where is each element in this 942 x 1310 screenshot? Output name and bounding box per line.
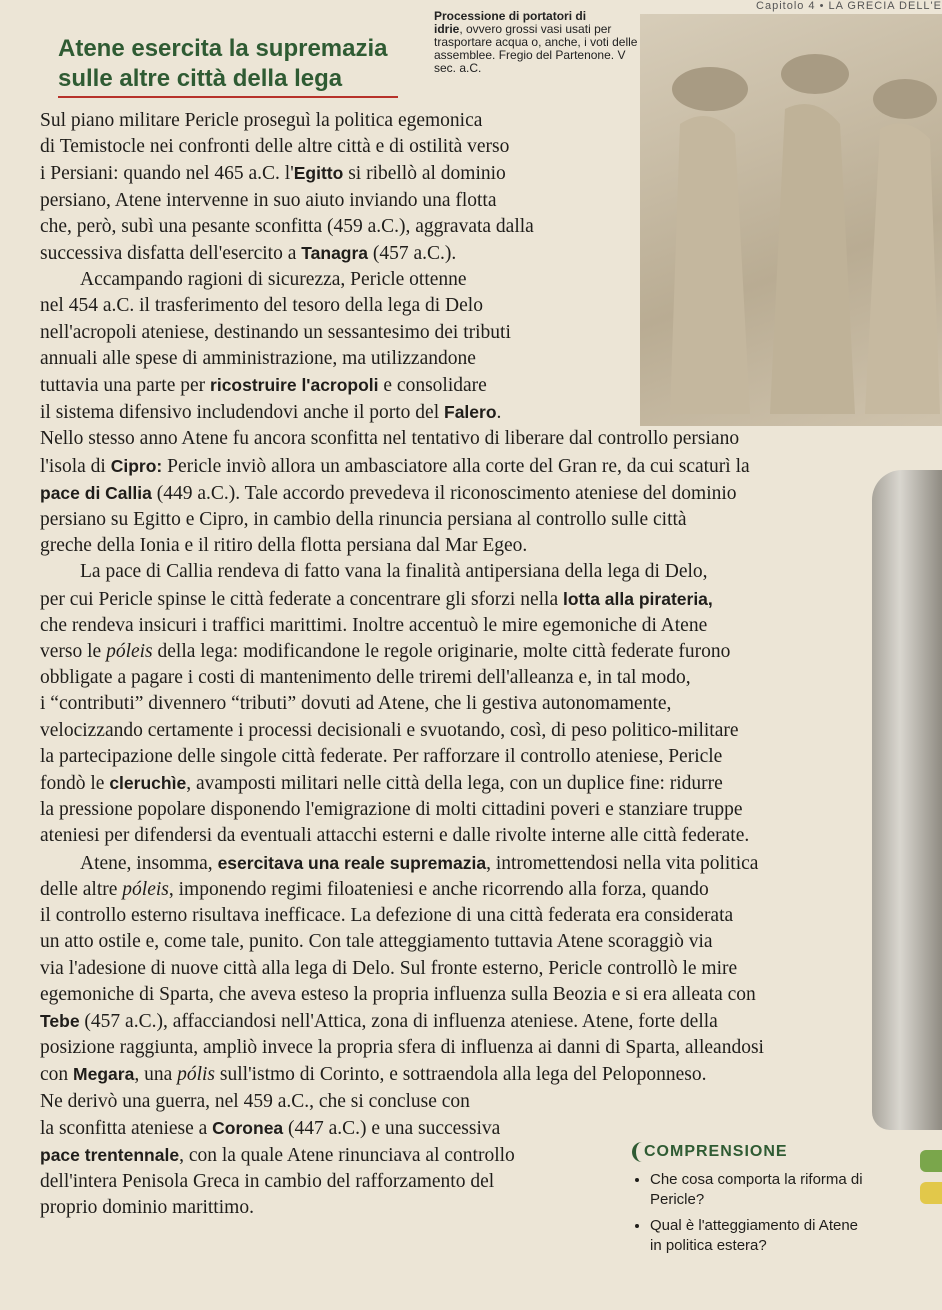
title-underline <box>58 96 398 98</box>
comprehension-question-1: • Che cosa comporta la riforma di Pericle? <box>650 1170 872 1210</box>
comprehension-question-2: • Qual è l'atteggiamento di Atene in politica estera? <box>650 1216 872 1256</box>
chapter-label: Capitolo 4 • LA GRECIA DELL'E <box>756 0 942 12</box>
paragraph-2: Accampando ragioni di sicurezza, Pericle ottenne nel 454 a.C. il trasferimento del tesoro della lega di Delo nell'acropoli ateniese, destinando un sessantesimo dei tributi annuali alle spese di amministrazione, ma utilizzandone tuttavia una parte per ricostruire l'acropoli e consolidare il sistema difensivo includendovi anche il porto del Falero. <box>40 269 511 424</box>
section-title <box>58 34 428 94</box>
paragraph-3: Nello stesso anno Atene fu ancora sconfitta nel tentativo di liberare dal controllo persiano l'isola di Cipro: Pericle inviò allora un ambasciatore alla corte del Gran re, da cui scaturì la pace di Callia (449 a.C.). Tale accordo prevedeva il riconoscimento ateniese del dominio persiano su Egitto e Cipro, in cambio della rinuncia persiana al controllo sulle città greche della Ionia e il ritiro della flotta persiana dal Mar Egeo. <box>40 428 750 557</box>
caption-text: , ovvero grossi vasi usati per trasportare acqua o, anche, i voti delle assemblee. Fregio del Partenone. V sec. a.C. <box>434 22 638 75</box>
side-tab-yellow <box>920 1182 942 1204</box>
side-tab-green <box>920 1150 942 1172</box>
paragraph-4: La pace di Callia rendeva di fatto vana la finalità antipersiana della lega di Delo, per cui Pericle spinse le città federate a concentrare gli sforzi nella lotta alla pirateria, che rendeva insicuri i traffici marittimi. Inoltre accentuò le mire egemoniche di Atene verso le póleis della lega: modificandone le regole originarie, molte città federate furono obbligate a pagare i costi di mantenimento delle triremi dell'alleanza e, in tal modo, i “contributi” divennero “tributi” dovuti ad Atene, che li gestiva autonomamente, velocizzando certamente i processi decisionali e svuotando, così, di peso politico-militare la partecipazione delle singole città federate. Per rafforzare il controllo ateniese, Pericle fondò le cleruchìe, avamposti militari nelle città della lega, con un duplice fine: ridurre la pressione popolare disponendo l'emigrazione di molti cittadini poveri e stanziare truppe ateniesi per difendersi da eventuali attacchi esterni e dalle rivolte interne alle città federate. <box>40 561 750 847</box>
section-title-line-1: Atene esercita la supremazia <box>58 35 388 62</box>
paragraph-5: Atene, insomma, esercitava una reale supremazia, intromettendosi nella vita politica delle altre póleis, imponendo regimi filoateniesi e anche ricorrendo alla forza, quando il controllo esterno risultava inefficace. La defezione di una città federata era considerata un atto ostile e, come tale, punito. Con tale atteggiamento tuttavia Atene scoraggiò via via l'adesione di nuove città alla lega di Delo. Sul fronte esterno, Pericle controllò le mire egemoniche di Sparta, che aveva esteso la propria influenza sulla Beozia e si era alleata con Tebe (457 a.C.), affacciandosi nell'Attica, zona di influenza ateniese. Atene, forte della posizione raggiunta, ampliò invece la propria sfera di influenza ai danni di Sparta, alleandosi con Megara, una pólis sull'istmo di Corinto, e sottraendola alla lega del Peloponneso. <box>40 852 764 1086</box>
paragraph-6: Ne derivò una guerra, nel 459 a.C., che si concluse con la sconfitta ateniese a Coronea (447 a.C.) e una successiva pace trentennale, con la quale Atene rinunciava al controllo dell'intera Penisola Greca in cambio del rafforzamento del proprio dominio marittimo. <box>40 1090 515 1219</box>
image-caption <box>434 10 639 75</box>
chapter-header <box>640 0 942 15</box>
parthenon-frieze-image <box>640 14 942 426</box>
paragraph-1: Sul piano militare Pericle proseguì la politica egemonica di Temistocle nei confronti delle altre città e di ostilità verso i Persiani: quando nel 465 a.C. l'Egitto si ribellò al dominio persiano, Atene intervenne in suo aiuto inviando una flotta che, però, subì una pesante sconfitta (459 a.C.), aggravata dalla successiva disfatta dell'esercito a Tanagra (457 a.C.). <box>40 110 534 265</box>
greek-statue-image <box>872 470 942 1130</box>
comprehension-box <box>632 1142 872 1262</box>
comprehension-title: COMPRENSIONE <box>632 1142 872 1162</box>
section-title-line-2: sulle altre città della lega <box>58 65 343 92</box>
caption-heading: Processione di portatori di <box>434 9 587 23</box>
caption-bold-term: idrie <box>434 22 460 36</box>
